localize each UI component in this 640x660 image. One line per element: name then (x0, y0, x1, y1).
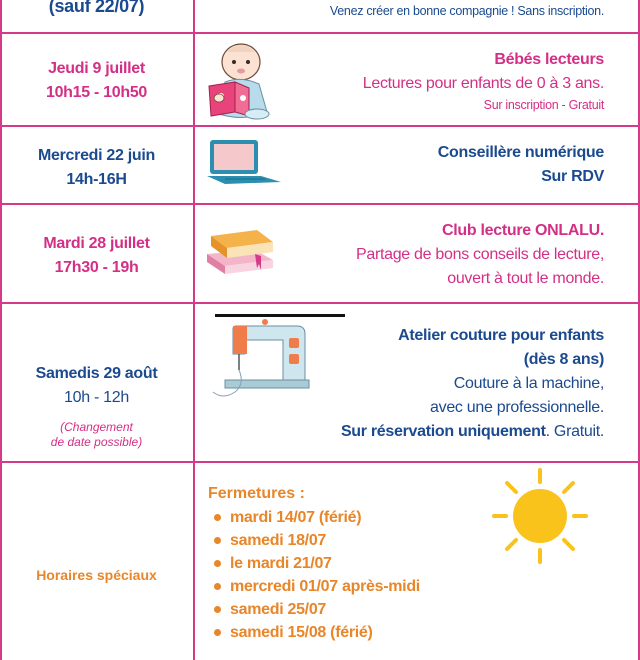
row4-date-day: Samedis 29 août (35, 365, 158, 382)
row-divider (0, 461, 640, 463)
row3-date (0, 232, 193, 280)
row1-date-time: 10h15 - 10h50 (45, 84, 148, 101)
row-divider (0, 203, 640, 205)
row-divider (0, 302, 640, 304)
row2-description: Sur RDV (541, 168, 604, 185)
closures-heading: Fermetures : (208, 485, 305, 502)
row4-title-1: Atelier couture pour enfants (398, 327, 604, 344)
row0-description: Venez créer en bonne compagnie ! Sans inscription. (329, 4, 604, 18)
sun-icon (490, 466, 590, 566)
row4-price-note: . Gratuit. (545, 423, 604, 440)
row3-date-day: Mardi 28 juillet (43, 235, 150, 252)
row2-title: Conseillère numérique (437, 144, 604, 161)
row4-content (204, 324, 604, 444)
row4-date (0, 362, 193, 410)
row-divider (0, 125, 640, 127)
row-divider (0, 32, 640, 34)
closure-item: samedi 25/07 (208, 598, 508, 621)
row2-content (244, 141, 604, 189)
row1-description: Lectures pour enfants de 0 à 3 ans. (362, 75, 604, 92)
row2-date (0, 144, 193, 192)
row1-note: Sur inscription - Gratuit (483, 98, 604, 112)
column-divider (193, 0, 195, 660)
row3-description-1: Partage de bons conseils de lecture, (355, 246, 604, 263)
row5-label: Horaires spéciaux (36, 567, 157, 583)
closure-item: samedi 15/08 (férié) (208, 621, 508, 644)
closure-item: mardi 14/07 (férié) (208, 506, 508, 529)
row4-description-1: Couture à la machine, (453, 375, 604, 392)
row3-description-2: ouvert à tout le monde. (447, 270, 604, 287)
closure-item: samedi 18/07 (208, 529, 508, 552)
row1-content (244, 48, 604, 114)
closure-item: le mardi 21/07 (208, 552, 508, 575)
row4-reservation-note: Sur réservation uniquement (340, 423, 546, 440)
row4-title-2: (dès 8 ans) (523, 351, 604, 368)
row4-description-3 (204, 420, 604, 444)
row0-date: (sauf 22/07) (48, 0, 145, 16)
row2-date-time: 14h-16H (66, 171, 127, 188)
closures-list (208, 506, 508, 644)
row3-content (224, 219, 604, 291)
row4-date-note-2: de date possible) (50, 435, 143, 449)
row3-title: Club lecture ONLALU. (441, 222, 604, 239)
row4-date-note (0, 420, 193, 450)
closure-item: mercredi 01/07 après-midi (208, 575, 508, 598)
row1-date-day: Jeudi 9 juillet (48, 60, 145, 77)
row1-title: Bébés lecteurs (494, 51, 604, 68)
row4-date-note-1: (Changement (60, 420, 133, 434)
row3-date-time: 17h30 - 19h (54, 259, 139, 276)
closures-block (208, 482, 508, 644)
row4-description-2: avec une professionnelle. (430, 399, 604, 416)
row1-date (0, 57, 193, 105)
row4-date-time: 10h - 12h (64, 389, 129, 406)
row2-date-day: Mercredi 22 juin (37, 147, 156, 164)
